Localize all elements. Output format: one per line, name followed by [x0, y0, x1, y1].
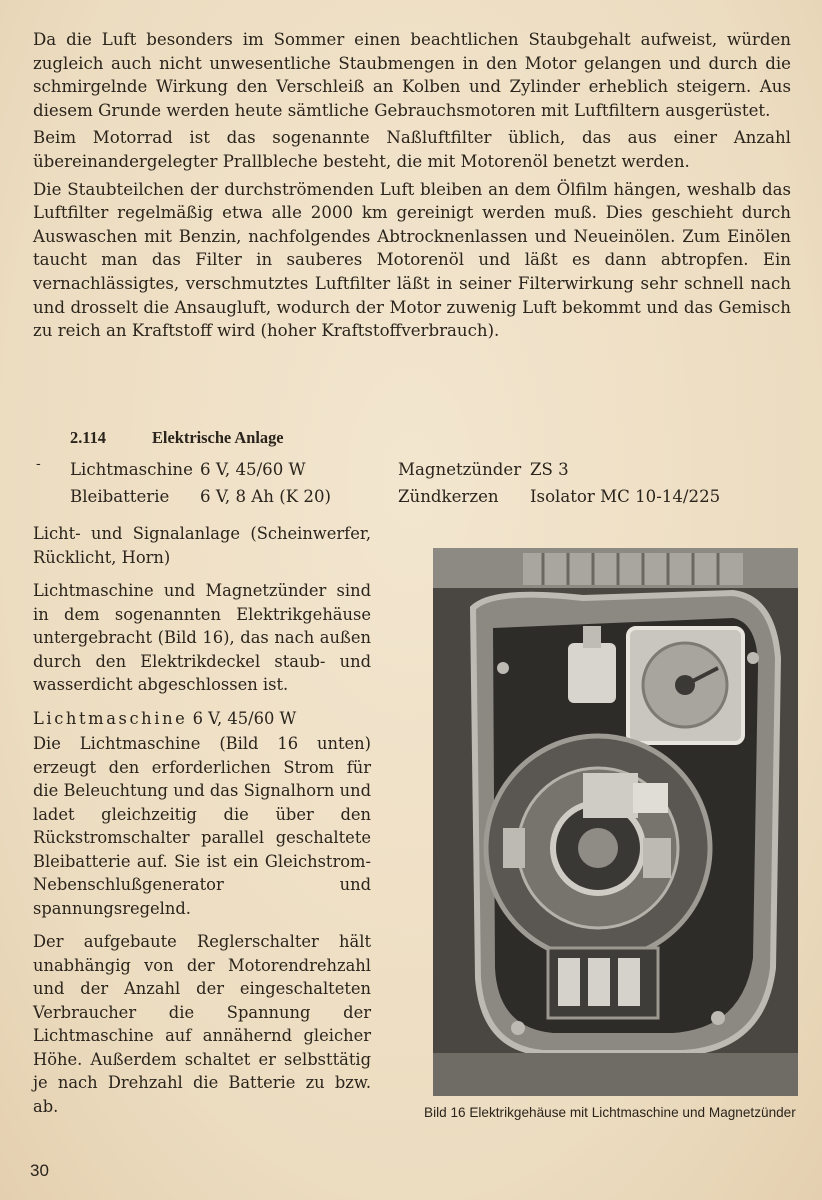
intro-paragraph-3: Die Staubteilchen der durchströmenden Luft bleiben an dem Ölfilm hängen, weshalb das Luftfilter regelmäßig etwa alle 2000 km gereinigt werden muß. Dies geschieht durch Auswaschen mit Benzin, nachfolgendes Abtrocknenlassen und Neueinölen. Zum Einölen taucht man das Filter in sauberes Motorenöl und läßt es dann abtropfen. Ein vernachlässigtes, verschmutztes Luftfilter läßt in seiner Filterwirkung sehr schnell nach und drosselt die Ansaugluft, wodurch der Motor zuwenig Luft bekommt und das Gemisch zu reich an Kraftstoff wird (hoher Kraftstoffverbrauch). — [33, 179, 791, 341]
subheading-rest: 6 V, 45/60 W — [192, 708, 297, 728]
left-column-text — [33, 522, 371, 1128]
spec-value: Isolator MC 10-14/225 — [530, 487, 721, 506]
spec-row — [70, 456, 331, 483]
column-paragraph-3: Die Lichtmaschine (Bild 16 unten) erzeugt den erforderlichen Strom für die Beleuchtung und das Signalhorn und ladet gleichzeitig die über den Rückstromschalter parallel geschaltete Bleibatterie auf. Sie ist ein Gleichstrom-Nebenschlußgenerator und spannungsregelnd. — [33, 734, 371, 918]
engine-electrics-illustration — [433, 548, 798, 1096]
spec-label: Zündkerzen — [398, 487, 499, 506]
spec-value: 6 V, 45/60 W — [200, 460, 306, 479]
intro-text — [33, 28, 791, 347]
section-title: Elektrische Anlage — [152, 428, 284, 447]
section-heading — [70, 428, 284, 448]
spec-row — [398, 456, 720, 483]
margin-mark: - — [36, 456, 41, 472]
subheading — [33, 707, 371, 731]
intro-paragraph-1: Da die Luft besonders im Sommer einen beachtlichen Staubgehalt aufweist, würden zugleich auch nicht unwesentliche Staubmengen in den Motor gelangen und durch die schmirgelnde Wirkung den Verschleiß an Kolben und Zylinder erheblich steigern. Aus diesem Grunde werden heute sämtliche Gebrauchsmotoren mit Luftfiltern ausgerüstet. — [33, 30, 791, 120]
spec-list-left — [70, 456, 331, 510]
column-paragraph-1: Licht- und Signalanlage (Scheinwerfer, Rücklicht, Horn) — [33, 524, 371, 567]
spec-row — [70, 483, 331, 510]
spec-label: Bleibatterie — [70, 487, 170, 506]
intro-paragraph-2: Beim Motorrad ist das sogenannte Naßluftfilter üblich, das aus einer Anzahl übereinandergelegter Prallbleche besteht, die mit Motorenöl benetzt werden. — [33, 128, 791, 171]
column-paragraph-2: Lichtmaschine und Magnetzünder sind in dem sogenannten Elektrikgehäuse untergebracht (Bild 16), das nach außen durch den Elektrikdeckel staub- und wasserdicht abgeschlossen ist. — [33, 581, 371, 694]
spec-label: Magnetzünder — [398, 460, 522, 479]
column-paragraph-4: Der aufgebaute Reglerschalter hält unabhängig von der Motorendrehzahl und der Anzahl der eingeschalteten Verbraucher die Spannung der Lichtmaschine auf annähernd gleicher Höhe. Außerdem schaltet er selbsttätig je nach Drehzahl die Batterie zu bzw. ab. — [33, 932, 371, 1116]
spec-list-right — [398, 456, 720, 510]
spec-label: Lichtmaschine — [70, 460, 193, 479]
subheading-spaced: Lichtmaschine — [33, 708, 188, 728]
section-number: 2.114 — [70, 428, 106, 447]
page-number: 30 — [30, 1161, 49, 1180]
spec-value: 6 V, 8 Ah (K 20) — [200, 487, 331, 506]
spec-value: ZS 3 — [530, 460, 569, 479]
spec-row — [398, 483, 720, 510]
figure-photo — [433, 548, 798, 1096]
figure-caption: Bild 16 Elektrikgehäuse mit Lichtmaschine und Magnetzünder — [424, 1105, 796, 1120]
